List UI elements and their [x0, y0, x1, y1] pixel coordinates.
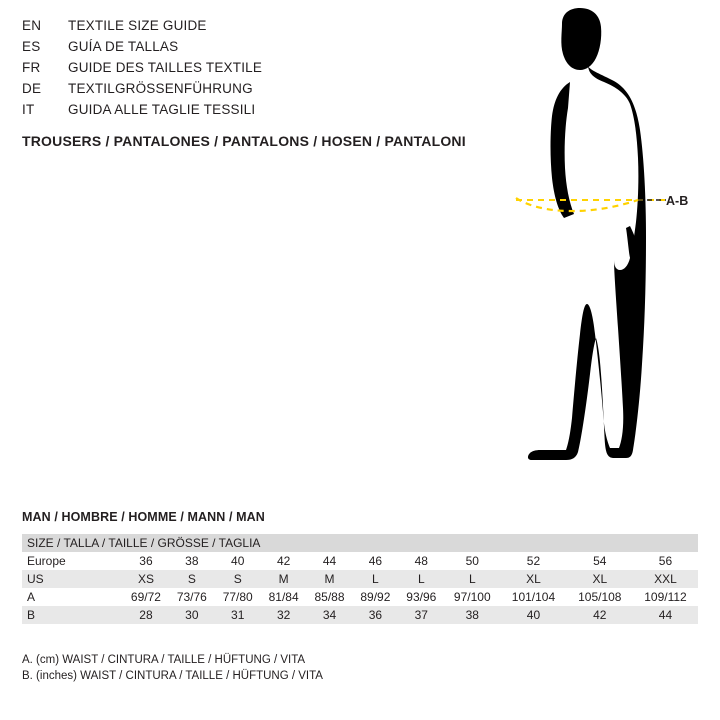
cell: 56 — [633, 552, 698, 570]
language-text: GUÍA DE TALLAS — [68, 39, 179, 54]
cell: XXL — [633, 570, 698, 588]
cell: 37 — [398, 606, 444, 624]
table-row — [22, 552, 698, 570]
language-row — [22, 18, 492, 39]
cell: 42 — [567, 606, 633, 624]
cell: 50 — [444, 552, 500, 570]
language-code: ES — [22, 39, 41, 54]
garment-type-subtitle: TROUSERS / PANTALONES / PANTALONS / HOSEN / PANTALONI — [22, 133, 466, 149]
cell: L — [352, 570, 398, 588]
cell: 44 — [307, 552, 353, 570]
cell: 105/108 — [567, 588, 633, 606]
cell: 109/112 — [633, 588, 698, 606]
language-text: TEXTILGRÖSSENFÜHRUNG — [68, 81, 253, 96]
language-text: GUIDE DES TAILLES TEXTILE — [68, 60, 263, 75]
cell: L — [398, 570, 444, 588]
language-row — [22, 102, 492, 123]
row-label: Europe — [22, 552, 123, 570]
cell: M — [261, 570, 307, 588]
language-row — [22, 60, 492, 81]
cell: 44 — [633, 606, 698, 624]
language-title-block — [22, 18, 492, 123]
cell: 101/104 — [500, 588, 566, 606]
table-row — [22, 570, 698, 588]
table-row — [22, 606, 698, 624]
cell: 36 — [352, 606, 398, 624]
cell: 40 — [500, 606, 566, 624]
cell: 77/80 — [215, 588, 261, 606]
cell: 54 — [567, 552, 633, 570]
cell: M — [307, 570, 353, 588]
cell: 38 — [169, 552, 215, 570]
table-row — [22, 588, 698, 606]
cell: 73/76 — [169, 588, 215, 606]
cell: 48 — [398, 552, 444, 570]
cell: XS — [123, 570, 169, 588]
table-header-row — [22, 534, 698, 552]
language-row — [22, 39, 492, 60]
cell: 69/72 — [123, 588, 169, 606]
cell: 52 — [500, 552, 566, 570]
cell: S — [215, 570, 261, 588]
cell: 31 — [215, 606, 261, 624]
cell: 32 — [261, 606, 307, 624]
cell: S — [169, 570, 215, 588]
language-text: GUIDA ALLE TAGLIE TESSILI — [68, 102, 256, 117]
cell: 46 — [352, 552, 398, 570]
cell: 89/92 — [352, 588, 398, 606]
cell: 81/84 — [261, 588, 307, 606]
language-text: TEXTILE SIZE GUIDE — [68, 18, 207, 33]
cell: 28 — [123, 606, 169, 624]
footnote-a: A. (cm) WAIST / CINTURA / TAILLE / HÜFTUNG / VITA — [22, 654, 306, 666]
language-code: DE — [22, 81, 42, 96]
language-row — [22, 81, 492, 102]
measure-label-ab: A-B — [666, 194, 689, 208]
footnote-b: B. (inches) WAIST / CINTURA / TAILLE / HÜFTUNG / VITA — [22, 670, 323, 682]
cell: 93/96 — [398, 588, 444, 606]
cell: XL — [500, 570, 566, 588]
cell: L — [444, 570, 500, 588]
cell: 30 — [169, 606, 215, 624]
size-table — [22, 534, 698, 624]
cell: 85/88 — [307, 588, 353, 606]
language-code: FR — [22, 60, 41, 75]
footnotes — [22, 652, 323, 684]
cell: 42 — [261, 552, 307, 570]
language-code: EN — [22, 18, 42, 33]
row-label: US — [22, 570, 123, 588]
cell: 97/100 — [444, 588, 500, 606]
cell: 36 — [123, 552, 169, 570]
man-silhouette-icon — [470, 8, 720, 478]
cell: 38 — [444, 606, 500, 624]
cell: XL — [567, 570, 633, 588]
cell: 34 — [307, 606, 353, 624]
table-title: MAN / HOMBRE / HOMME / MANN / MAN — [22, 510, 265, 524]
row-label: B — [22, 606, 123, 624]
figure-illustration — [470, 8, 720, 478]
table-header-label: SIZE / TALLA / TAILLE / GRÖSSE / TAGLIA — [22, 534, 698, 552]
language-code: IT — [22, 102, 35, 117]
cell: 40 — [215, 552, 261, 570]
row-label: A — [22, 588, 123, 606]
